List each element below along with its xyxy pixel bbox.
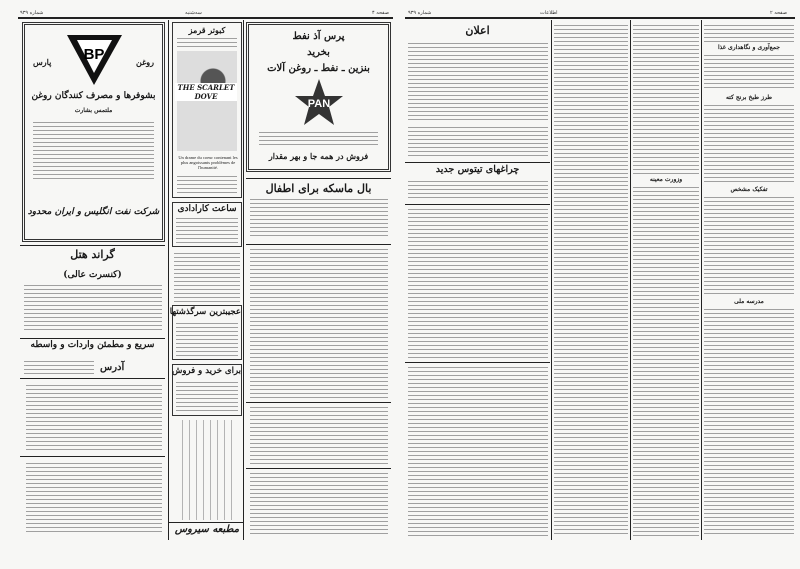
- article-text: [704, 308, 794, 536]
- bp-body-text: [33, 121, 154, 181]
- notice-text: [174, 252, 240, 302]
- bp-sub: ملتمس بشارت: [74, 107, 113, 114]
- left-issue-number: شماره ۹۳۹: [20, 10, 44, 16]
- grand-hotel-sub: (کنسرت عالی): [63, 270, 122, 280]
- article-text: [554, 24, 628, 534]
- column-rule: [168, 20, 169, 540]
- buy-sell-text: [176, 381, 238, 411]
- column-rule: [630, 20, 631, 540]
- divider: [405, 204, 550, 205]
- grand-hotel-title: گراند هتل: [70, 248, 115, 261]
- divider: [246, 244, 391, 245]
- wonders-text: [176, 322, 238, 356]
- header-rule: [18, 17, 393, 19]
- divider: [168, 522, 244, 523]
- film-poster-image: [177, 51, 237, 151]
- svg-text:BP: BP: [83, 46, 105, 63]
- section-heading: تفکیک مشخص: [730, 186, 768, 193]
- lamps-title: چراغهای تیتوس جدید: [435, 164, 520, 175]
- scarlet-dove-film-ad: [172, 22, 242, 198]
- article-text: [704, 196, 794, 296]
- article-text: [704, 104, 794, 184]
- lamps-text: [408, 180, 548, 200]
- section-heading: طرز طبخ برنج کته: [725, 94, 773, 101]
- notice-text: [250, 248, 388, 398]
- watch-ad: [172, 202, 242, 247]
- pan-line1: پرس آذ نفط: [292, 31, 345, 42]
- article-text: [704, 54, 794, 90]
- left-page-number: صفحه ۴: [372, 10, 389, 16]
- pan-oil-ad: [246, 22, 391, 172]
- bp-oil-ad: [22, 22, 165, 242]
- film-english-title: THE SCARLET DOVE: [175, 83, 237, 101]
- divider: [20, 245, 165, 246]
- divider: [246, 402, 391, 403]
- pan-star-logo-icon: [294, 79, 344, 127]
- ads-title: اعلان: [465, 24, 490, 37]
- wonders-title: عجیبترین سرگذشتها: [169, 307, 241, 317]
- pan-text: [259, 131, 378, 147]
- transport-address: آدرس: [100, 362, 125, 373]
- notice-text: [26, 462, 162, 534]
- press-signature: مطبعه سیروس: [174, 524, 240, 535]
- right-issue-number: شماره ۹۳۹: [408, 10, 432, 16]
- article-text: [633, 24, 699, 174]
- address-text: [24, 360, 94, 374]
- film-french-caption: Un drame du coeur contenant les plus angoissants problèmes de l'humanité.: [178, 155, 238, 170]
- article-text: [704, 24, 794, 42]
- film-title: کبوتر قرمز: [188, 25, 226, 35]
- article-text: [633, 186, 699, 536]
- bp-logo-icon: [67, 35, 122, 85]
- section-heading: وزورت معینه: [649, 176, 683, 183]
- bp-right-word: روغن: [136, 57, 154, 67]
- svg-text:PAN: PAN: [307, 98, 331, 110]
- vertical-text-column: [178, 420, 236, 520]
- notice-text: [408, 366, 548, 536]
- notice-text: [250, 406, 388, 464]
- notice-text: [250, 472, 388, 536]
- divider: [405, 162, 550, 163]
- divider: [20, 456, 165, 457]
- pan-footer: فروش در همه جا و بهر مقدار: [268, 151, 369, 161]
- ads-text: [408, 42, 548, 120]
- ads-text: [408, 126, 548, 158]
- section-heading: مدرسه ملی: [734, 298, 764, 305]
- right-header-center: اطلاعات: [540, 10, 558, 16]
- film-text: [177, 37, 237, 47]
- divider: [20, 338, 165, 339]
- header-rule: [405, 17, 795, 19]
- buy-sell-ad: [172, 364, 242, 416]
- film-text: [177, 175, 237, 193]
- column-rule: [551, 20, 552, 540]
- ball-text: [250, 198, 388, 238]
- buy-sell-title: برای خرید و فروش: [171, 366, 241, 376]
- notice-text: [408, 208, 548, 358]
- pan-line3: بنزین ـ نفط ـ روغن آلات: [267, 63, 370, 74]
- column-rule: [243, 20, 244, 540]
- bp-left-word: پارس: [33, 57, 52, 67]
- notice-text: [26, 384, 162, 450]
- divider: [405, 362, 550, 363]
- divider: [20, 378, 165, 379]
- section-heading: جمع‌آوری و نگاهداری غذا: [717, 44, 781, 51]
- ball-title: بال ماسکه برای اطفال: [265, 182, 372, 195]
- watch-title: ساعت کارادادی: [177, 204, 237, 214]
- wonders-ad: [169, 305, 242, 360]
- watch-text: [176, 217, 238, 245]
- column-rule: [701, 20, 702, 540]
- pan-line2: بخرید: [307, 47, 330, 58]
- divider: [246, 178, 391, 179]
- bp-headline: بشوفرها و مصرف کنندگان روغن: [31, 91, 156, 101]
- right-page-number: صفحه ۲: [770, 10, 787, 16]
- left-header-center: سه‌شنبه: [185, 10, 202, 16]
- transport-title: سریع و مطمئن واردات و واسطه: [30, 340, 155, 350]
- divider: [246, 468, 391, 469]
- bp-company: شرکت نفت انگلیس و ایران محدود: [27, 207, 160, 217]
- grand-hotel-text: [24, 284, 162, 330]
